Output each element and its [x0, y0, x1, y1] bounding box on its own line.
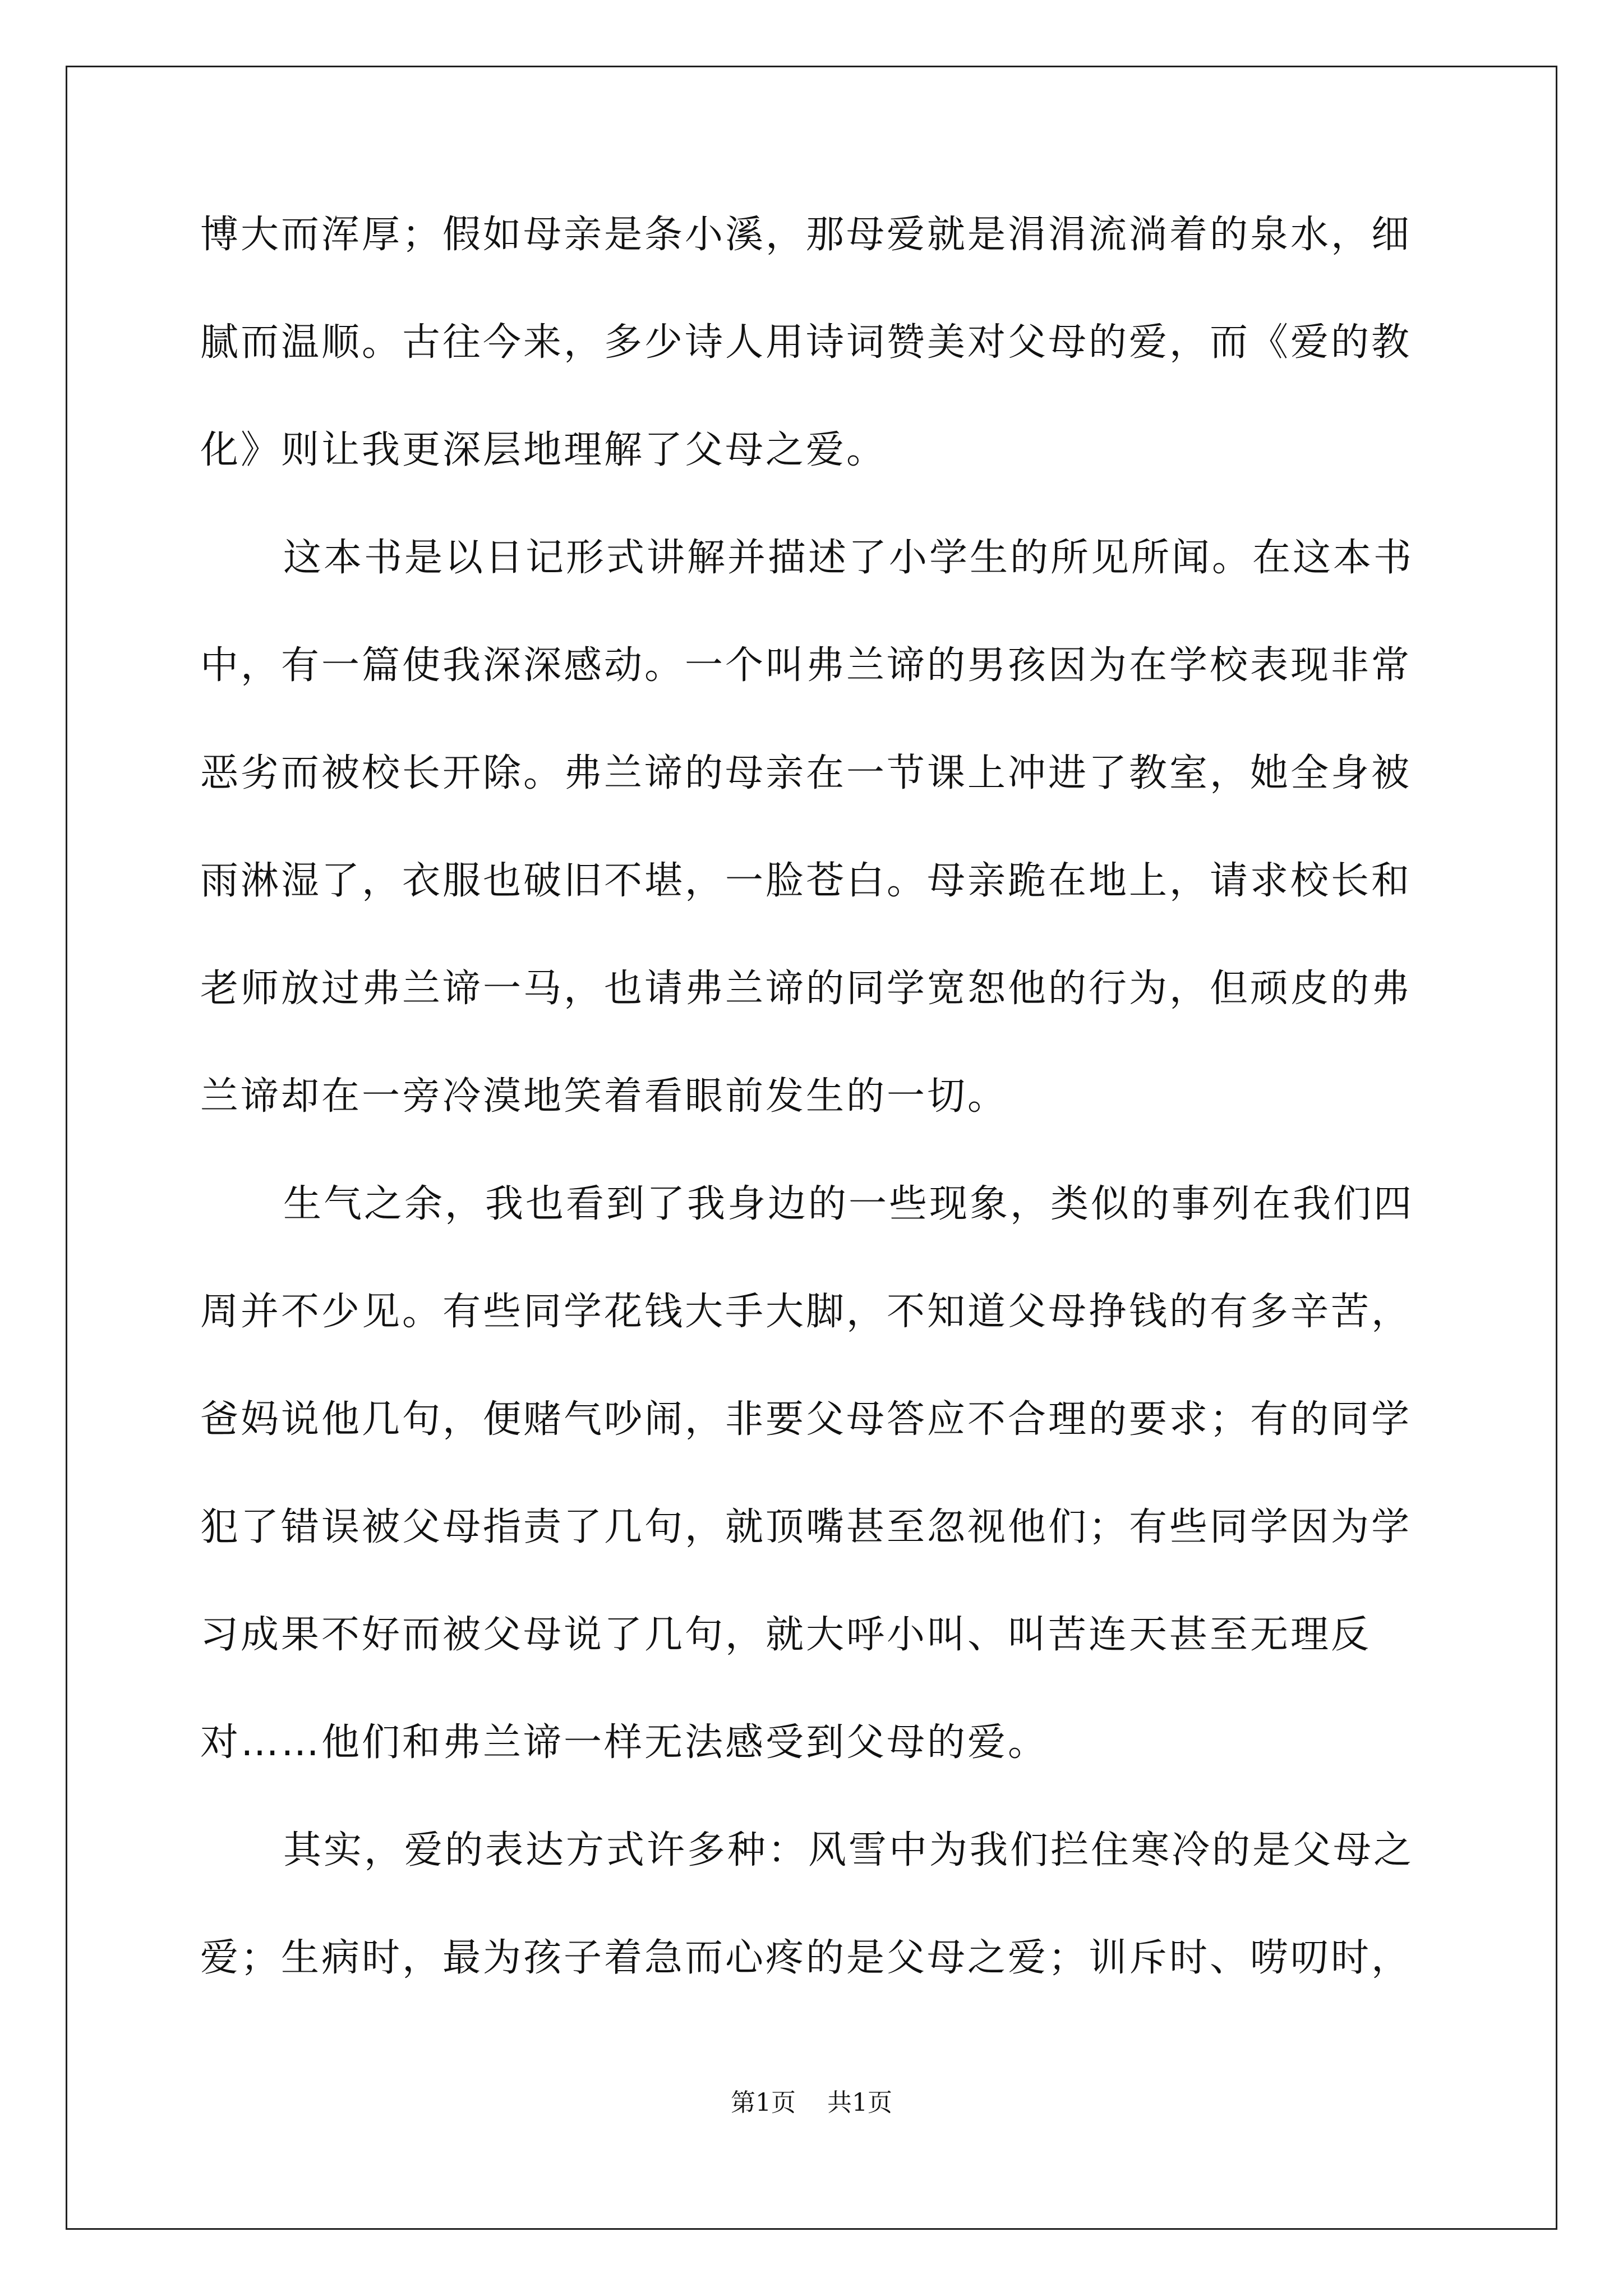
text-line-6: 恶劣而被校长开除。弗兰谛的母亲在一节课上冲进了教室，她全身被 [200, 751, 1412, 795]
text-line-5: 中，有一篇使我深深感动。一个叫弗兰谛的男孩因为在学校表现非常 [200, 643, 1412, 688]
page-footer [0, 2082, 1623, 2118]
text-line-13: 犯了错误被父母指责了几句，就顶嘴甚至忽视他们；有些同学因为学 [200, 1505, 1412, 1549]
text-line-12: 爸妈说他几句，便赌气吵闹，非要父母答应不合理的要求；有的同学 [200, 1397, 1412, 1442]
page-number-total: 共1页 [827, 2088, 892, 2117]
text-line-7: 雨淋湿了，衣服也破旧不堪，一脸苍白。母亲跪在地上，请求校长和 [200, 859, 1412, 903]
document-body [200, 213, 1428, 2047]
text-line-16: 其实，爱的表达方式许多种：风雪中为我们拦住寒冷的是父母之 [283, 1828, 1414, 1872]
text-line-17: 爱；生病时，最为孩子着急而心疼的是父母之爱；训斥时、唠叨时， [200, 1936, 1412, 1980]
text-line-9: 兰谛却在一旁冷漠地笑着看眼前发生的一切。 [200, 1074, 1008, 1119]
text-line-15: 对……他们和弗兰谛一样无法感受到父母的爱。 [200, 1720, 1049, 1765]
text-line-4: 这本书是以日记形式讲解并描述了小学生的所见所闻。在这本书 [283, 536, 1414, 580]
text-line-11: 周并不少见。有些同学花钱大手大脚，不知道父母挣钱的有多辛苦， [200, 1290, 1412, 1334]
text-line-10: 生气之余，我也看到了我身边的一些现象，类似的事列在我们四 [283, 1182, 1414, 1226]
page-number-current: 第1页 [731, 2088, 796, 2117]
text-line-1: 博大而浑厚；假如母亲是条小溪，那母爱就是涓涓流淌着的泉水，细 [200, 213, 1412, 257]
text-line-8: 老师放过弗兰谛一马，也请弗兰谛的同学宽恕他的行为，但顽皮的弗 [200, 967, 1412, 1011]
text-line-14: 习成果不好而被父母说了几句，就大呼小叫、叫苦连天甚至无理反 [200, 1613, 1372, 1657]
text-line-2: 腻而温顺。古往今来，多少诗人用诗词赞美对父母的爱，而《爱的教 [200, 320, 1412, 365]
text-line-3: 化》则让我更深层地理解了父母之爱。 [200, 428, 887, 472]
